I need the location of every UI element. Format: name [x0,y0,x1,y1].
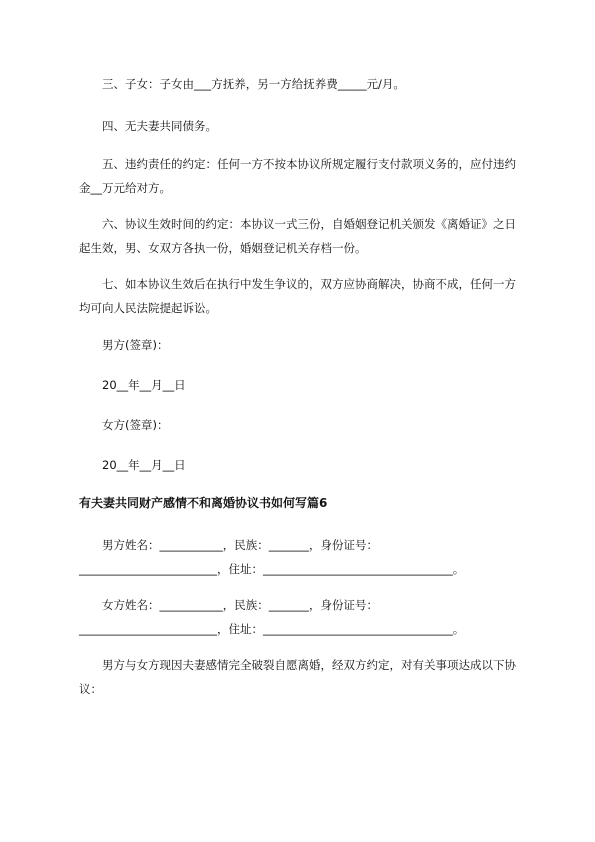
clause-effective: 六、协议生效时间的约定：本协议一式三份，自婚姻登记机关颁发《离婚证》之日起生效，男、女双方各执一份，婚姻登记机关存档一份。 [79,217,516,255]
clause-no-debt: 四、无夫妻共同债务。 [102,119,217,133]
clause-dispute: 七、如本协议生效后在执行中发生争议的，双方应协商解决，协商不成，任何一方均可向人民法院提起诉讼。 [79,277,516,315]
clause-breach: 五、违约责任的约定：任何一方不按本协议所规定履行支付款项义务的，应付违约金__万元给对方。 [79,157,516,195]
clause-children: 三、子女：子女由___方抚养，另一方给抚养费_____元/月。 [102,77,405,91]
male-signature-label: 男方(签章)： [102,338,169,352]
female-info: 女方姓名：___________，民族：_______，身份证号：________________________，住址：_________________________________。 [79,598,465,636]
female-signature-label: 女方(签章)： [102,418,169,432]
section-heading: 有夫妻共同财产感情不和离婚协议书如何写篇6 [79,496,328,510]
male-info: 男方姓名：___________，民族：_______，身份证号：________________________，住址：_________________________________。 [79,538,465,576]
agreement-intro: 男方与女方现因夫妻感情完全破裂自愿离婚，经双方约定，对有关事项达成以下协议： [79,658,516,696]
female-signature-date: 20__年__月__日 [102,458,186,472]
male-signature-date: 20__年__月__日 [102,378,186,392]
